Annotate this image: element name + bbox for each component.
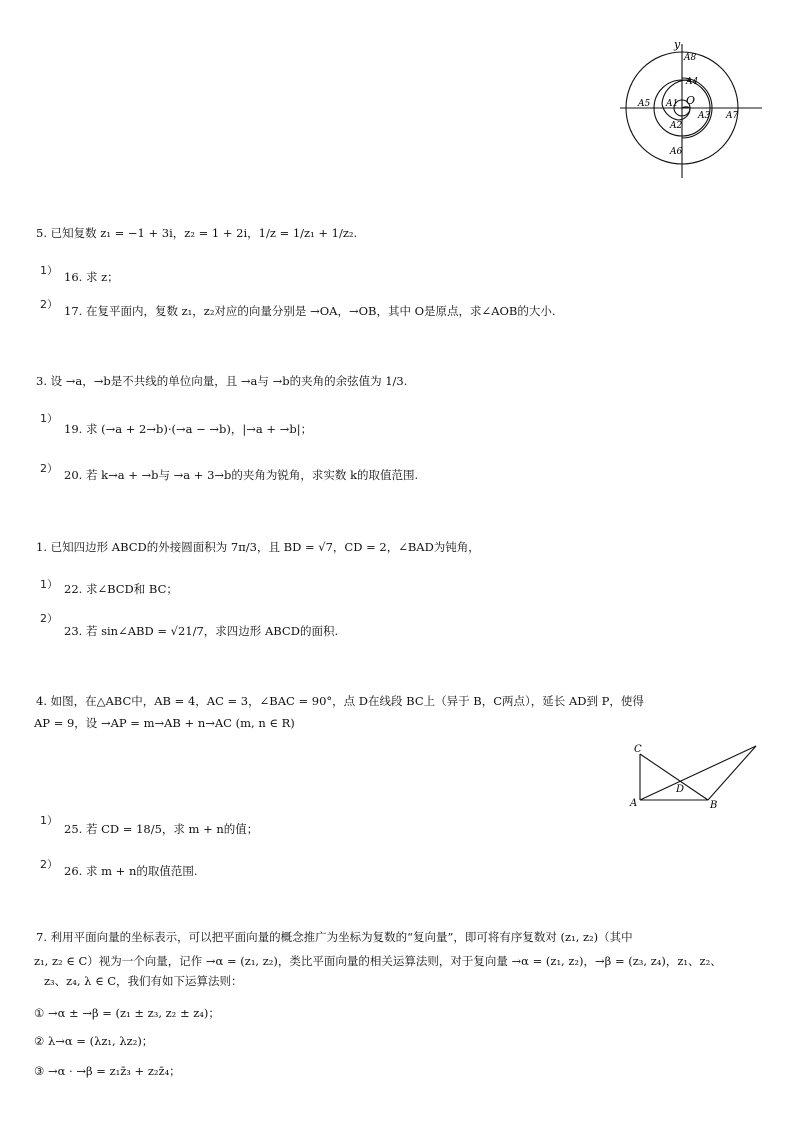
question-line2: z₁, z₂ ∈ C）视为一个向量，记作 →α = (z₁, z₂)，类比平面向量的相关运算法则，对于复向量 →α = (z₁, z₂)，→β = (z₃, z₄)，z₁、z₂、 xyxy=(34,954,722,968)
label-b: B xyxy=(710,800,718,810)
question-stem-line2: AP = 9，设 →AP = m→AB + n→AC (m, n ∈ R) xyxy=(34,716,295,730)
rule-item: ② λ→α = (λz₁, λz₂)； xyxy=(34,1034,154,1048)
label-a7: A7 xyxy=(726,111,739,121)
label-a6: A6 xyxy=(670,147,683,157)
part-text: 17. 在复平面内，复数 z₁，z₂对应的向量分别是 →OA，→OB，其中 O是原点，求∠AOB的大小. xyxy=(64,304,556,318)
part-number: 2） xyxy=(40,298,58,311)
part-text: 25. 若 CD = 18/5，求 m + n的值； xyxy=(64,822,259,836)
part-text: 23. 若 sin∠ABD = √21/7，求四边形 ABCD的面积. xyxy=(64,624,339,638)
label-a: A xyxy=(630,798,638,809)
axis-y-label: y xyxy=(674,38,681,51)
label-c: C xyxy=(634,744,642,755)
label-a2: A2 xyxy=(670,121,683,131)
question-line3: z₃、z₄, λ ∈ C，我们有如下运算法则： xyxy=(44,974,243,988)
part-text: 16. 求 z； xyxy=(64,270,119,284)
part-text: 19. 求 (→a + 2→b)·(→a − →b)，|→a + →b|； xyxy=(64,422,313,436)
part-number: 1） xyxy=(40,578,58,591)
label-a8: A8 xyxy=(684,53,697,63)
part-number: 1） xyxy=(40,412,58,425)
question-stem: 3. 设 →a，→b是不共线的单位向量，且 →a与 →b的夹角的余弦值为 1/3. xyxy=(36,374,408,388)
part-number: 1） xyxy=(40,264,58,277)
label-a1: A1 xyxy=(666,99,679,109)
label-a4: A4 xyxy=(686,77,699,87)
label-d: D xyxy=(676,784,685,795)
part-text: 22. 求∠BCD和 BC； xyxy=(64,582,178,596)
question-stem-line1: 4. 如图，在△ABC中，AB = 4，AC = 3，∠BAC = 90°，点 D在线段 BC上（异于 B，C两点），延长 AD到 P，使得 xyxy=(36,694,644,708)
part-number: 2） xyxy=(40,858,58,871)
label-a5: A5 xyxy=(638,99,651,109)
label-a3: A3 xyxy=(698,111,711,121)
part-text: 20. 若 k→a + →b与 →a + 3→b的夹角为锐角，求实数 k的取值范围. xyxy=(64,468,419,482)
rule-item: ③ →α · →β = z₁z̄₃ + z₂z̄₄； xyxy=(34,1064,181,1078)
triangle-figure xyxy=(628,740,764,810)
rule-item: ① →α ± →β = (z₁ ± z₃, z₂ ± z₄)； xyxy=(34,1006,220,1020)
question-stem: 1. 已知四边形 ABCD的外接圆面积为 7π/3，且 BD = √7，CD = 2，∠BAD为钝角， xyxy=(36,540,480,554)
part-text: 26. 求 m + n的取值范围. xyxy=(64,864,198,878)
question-line1: 7. 利用平面向量的坐标表示，可以把平面向量的概念推广为坐标为复数的“复向量”，即可将有序复数对 (z₁, z₂)（其中 xyxy=(36,930,633,944)
question-stem: 5. 已知复数 z₁ = −1 + 3i，z₂ = 1 + 2i，1/z = 1/z₁ + 1/z₂. xyxy=(36,226,358,240)
part-number: 2） xyxy=(40,462,58,475)
part-number: 1） xyxy=(40,814,58,827)
origin-label: O xyxy=(686,94,696,107)
part-number: 2） xyxy=(40,612,58,625)
spiral-figure xyxy=(616,36,766,186)
